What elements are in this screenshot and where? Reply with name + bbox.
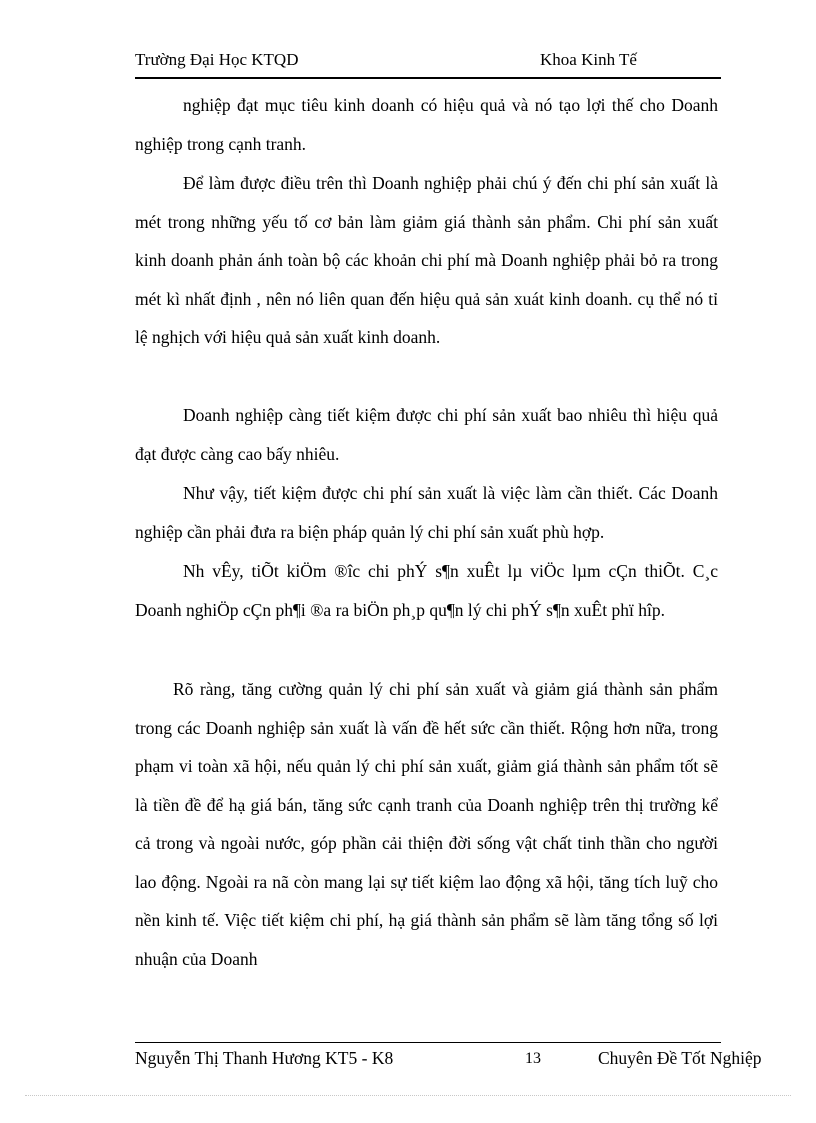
page-number: 13 bbox=[525, 1050, 541, 1067]
footer-divider bbox=[135, 1042, 721, 1043]
paragraph-6: Rõ ràng, tăng cường quản lý chi phí sản xuất và giảm giá thành sản phẩm trong các Doanh nghiệp sản xuất là vấn đề hết sức cần thiết. Rộng hơn nữa, trong phạm vi toàn xã hội, nếu quản lý chi phí sản xuất, giảm giá thành sản phẩm tốt sẽ là tiền đề để hạ giá bán, tăng sức cạnh tranh của Doanh nghiệp trên thị trường kể cả trong và ngoài nước, góp phần cải thiện đời sống vật chất tinh thần cho người lao động. Ngoài ra nã còn mang lại sự tiết kiệm lao động xã hội, tăng tích luỹ cho nền kinh tế. Việc tiết kiệm chi phí, hạ giá thành sản phẩm sẽ làm tăng tổng số lợi nhuận của Doanh bbox=[135, 679, 718, 969]
footer-author: Nguyễn Thị Thanh Hương KT5 - K8 bbox=[135, 1048, 394, 1068]
header-school-name: Trường Đại Học KTQD bbox=[135, 50, 299, 69]
header-divider bbox=[135, 77, 721, 79]
header-faculty-name: Khoa Kinh Tế bbox=[540, 50, 637, 69]
footer-thesis-title: Chuyên Đề Tốt Nghiệp bbox=[598, 1048, 762, 1068]
paragraph-4: Như vậy, tiết kiệm được chi phí sản xuất là việc làm cần thiết. Các Doanh nghiệp cần phải đưa ra biện pháp quản lý chi phí sản xuất phù hợp. bbox=[135, 483, 718, 542]
paragraph-2: Để làm được điều trên thì Doanh nghiệp phải chú ý đến chi phí sản xuất là mét trong những yếu tố cơ bản làm giảm giá thành sản phẩm. Chi phí sản xuất kinh doanh phản ánh toàn bộ các khoản chi phí mà Doanh nghiệp phải bỏ ra trong mét kì nhất định , nên nó liên quan đến hiệu quả sản xuát kinh doanh. cụ thể nó tỉ lệ nghịch với hiệu quả sản xuất kinh doanh. bbox=[135, 173, 718, 347]
paragraph-3: Doanh nghiệp càng tiết kiệm được chi phí sản xuất bao nhiêu thì hiệu quả đạt được càng cao bấy nhiêu. bbox=[135, 405, 718, 464]
page-bottom-dotted-border bbox=[25, 1095, 791, 1096]
paragraph-1: nghiệp đạt mục tiêu kinh doanh có hiệu quả và nó tạo lợi thế cho Doanh nghiệp trong cạnh tranh. bbox=[135, 95, 718, 154]
paragraph-5-garbled: Nh vÊy, tiÕt kiÖm ®îc chi phÝ s¶n xuÊt lµ viÖc lµm cÇn thiÕt. C¸c Doanh nghiÖp cÇn ph¶i ®a ra biÖn ph¸p qu¶n lý chi phÝ s¶n xuÊt phï hîp. bbox=[135, 561, 718, 620]
